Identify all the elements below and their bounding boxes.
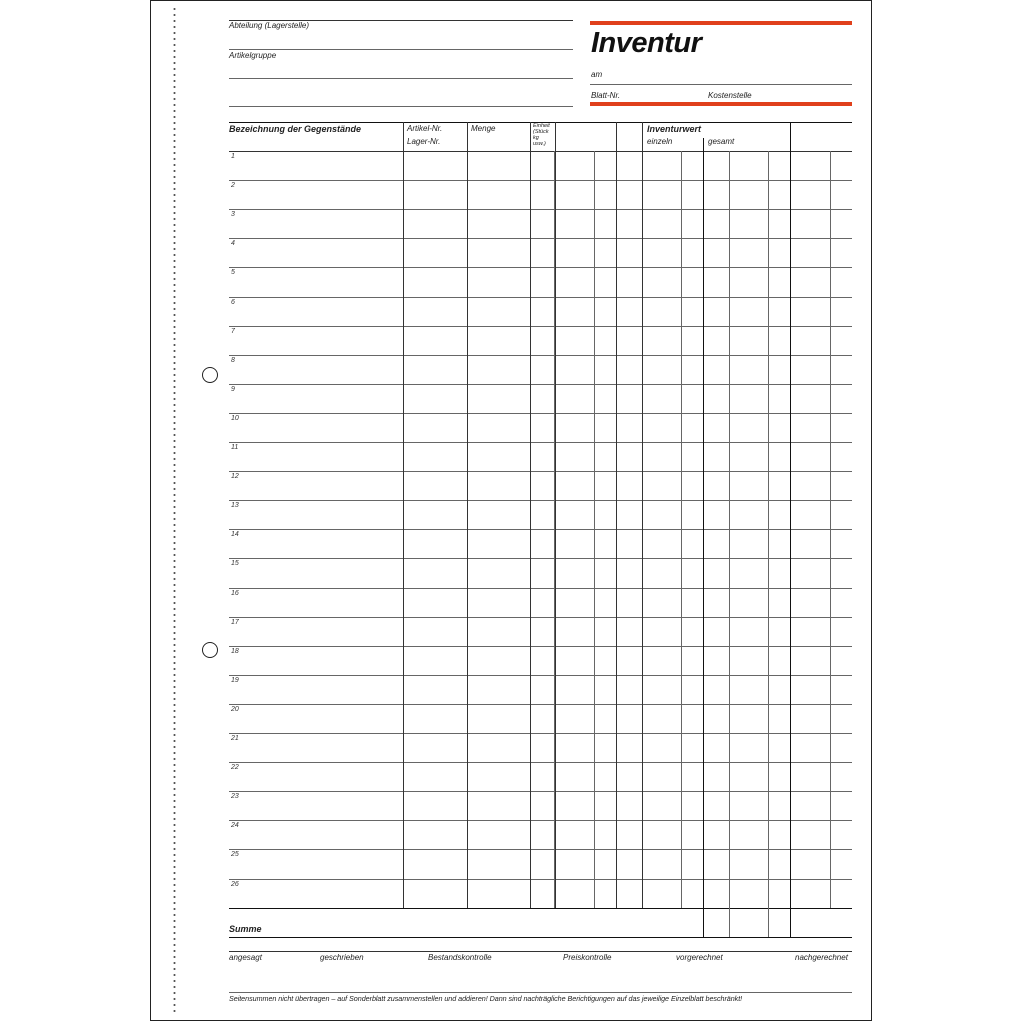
abteilung-field[interactable] [229, 49, 573, 50]
row-line [229, 267, 852, 268]
row-number: 8 [231, 357, 235, 364]
signature-angesagt: angesagt [229, 953, 262, 962]
row-number: 17 [231, 619, 239, 626]
row-number: 20 [231, 706, 239, 713]
row-number: 16 [231, 590, 239, 597]
row-number: 11 [231, 444, 239, 451]
col-menge-border [467, 122, 468, 908]
col-blank2-border [616, 122, 617, 908]
blatt-nr-label: Blatt-Nr. [591, 91, 621, 100]
row-line [229, 820, 852, 821]
row-line [229, 297, 852, 298]
row-line [229, 355, 852, 356]
row-line [229, 442, 852, 443]
row-number: 21 [231, 735, 239, 742]
col-artikel-border [403, 122, 404, 908]
am-label: am [591, 70, 603, 79]
header-einzeln: einzeln [647, 137, 673, 146]
title-bar-top [590, 21, 852, 25]
row-number: 13 [231, 502, 239, 509]
einheit-line-1: Einheit [533, 123, 550, 129]
signature-nachgerechnet: nachgerechnet [795, 953, 848, 962]
row-line [229, 617, 852, 618]
row-line [229, 704, 852, 705]
row-line [229, 849, 852, 850]
row-line [229, 529, 852, 530]
table-body-bottom [229, 908, 852, 909]
row-number: 18 [231, 648, 239, 655]
abteilung-label: Abteilung (Lagerstelle) [229, 21, 310, 30]
row-line [229, 791, 852, 792]
row-number: 24 [231, 822, 239, 829]
signature-vorgerechnet: vorgerechnet [676, 953, 723, 962]
einheit-line-3: kg [533, 135, 539, 141]
row-number: 23 [231, 793, 239, 800]
col-last-inner [830, 151, 831, 908]
row-number: 12 [231, 473, 239, 480]
header-einheit [533, 123, 555, 147]
row-number: 9 [231, 386, 235, 393]
artikelgruppe-field[interactable] [229, 78, 573, 79]
kostenstelle-label: Kostenstelle [708, 91, 752, 100]
footer-note: Seitensummen nicht übertragen – auf Sonderblatt zusammenstellen und addieren! Dann sind nachträgliche Berichtigungen auf das jeweilige Einzelblatt beschränkt! [229, 994, 743, 1003]
row-line [229, 384, 852, 385]
col-blank-inner [594, 151, 595, 908]
col-gesamt-inner1 [729, 151, 730, 937]
row-number: 6 [231, 299, 235, 306]
col-blank-border [555, 122, 556, 908]
punch-hole-bottom [202, 642, 218, 658]
header-artikel-nr: Artikel-Nr. [407, 124, 443, 133]
artikelgruppe-label: Artikelgruppe [229, 51, 277, 60]
table-header-bottom [229, 151, 852, 152]
row-line [229, 588, 852, 589]
col-inventurwert-border [642, 122, 643, 908]
note-line [229, 992, 852, 993]
col-einzeln-inner [681, 151, 682, 908]
header-inventurwert: Inventurwert [647, 124, 702, 134]
summe-label: Summe [229, 924, 262, 934]
page-title: Inventur [591, 27, 702, 59]
header-gesamt: gesamt [708, 137, 735, 146]
row-number: 1 [231, 153, 235, 160]
signature-bestandskontrolle: Bestandskontrolle [428, 953, 492, 962]
row-line [229, 500, 852, 501]
row-number: 22 [231, 764, 239, 771]
row-number: 4 [231, 240, 235, 247]
am-field[interactable] [590, 84, 852, 85]
extra-field[interactable] [229, 106, 573, 107]
punch-hole-top [202, 367, 218, 383]
col-gesamt-border [703, 138, 704, 937]
header-menge: Menge [471, 124, 496, 133]
signature-geschrieben: geschrieben [320, 953, 364, 962]
einheit-line-2: (Stück [533, 129, 549, 135]
row-number: 2 [231, 182, 235, 189]
row-line [229, 558, 852, 559]
col-gesamt-inner2 [768, 151, 769, 937]
row-number: 10 [231, 415, 239, 422]
row-line [229, 879, 852, 880]
title-bar-bottom [590, 102, 852, 106]
einheit-line-4: usw.) [533, 141, 546, 147]
row-number: 25 [231, 851, 239, 858]
row-number: 26 [231, 881, 239, 888]
signature-line [229, 951, 852, 952]
row-number: 7 [231, 328, 235, 335]
row-line [229, 646, 852, 647]
row-line [229, 762, 852, 763]
row-number: 15 [231, 560, 239, 567]
row-line [229, 733, 852, 734]
row-line [229, 238, 852, 239]
row-number: 14 [231, 531, 239, 538]
row-line [229, 326, 852, 327]
col-last-border [790, 122, 791, 937]
row-line [229, 413, 852, 414]
row-number: 3 [231, 211, 235, 218]
row-line [229, 180, 852, 181]
signature-preiskontrolle: Preiskontrolle [563, 953, 612, 962]
row-line [229, 471, 852, 472]
row-number: 5 [231, 269, 235, 276]
header-lager-nr: Lager-Nr. [407, 137, 441, 146]
summe-bottom [229, 937, 852, 938]
header-bezeichnung: Bezeichnung der Gegenstände [229, 124, 362, 134]
col-einheit-border [530, 122, 531, 908]
row-number: 19 [231, 677, 239, 684]
form-sheet [150, 0, 872, 1021]
perforation-edge [173, 6, 176, 1016]
row-line [229, 675, 852, 676]
row-line [229, 209, 852, 210]
